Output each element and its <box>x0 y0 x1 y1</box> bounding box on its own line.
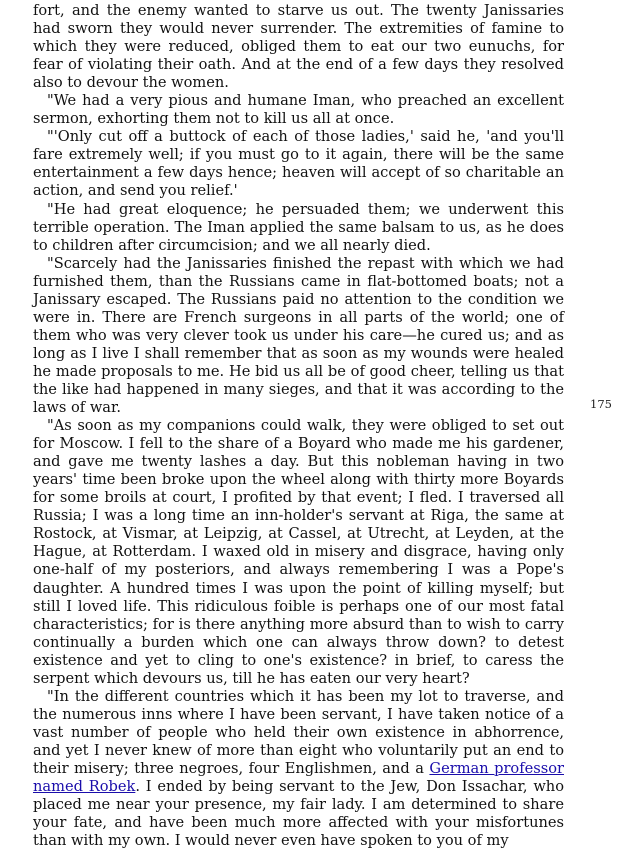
paragraph-6: "As soon as my companions could walk, they were obliged to set out for Moscow. I fell to the share of a Boyard who made me his gardener, and gave me twenty lashes a day. But this nobleman having in two years' time been broke upon the wheel along with thirty more Boyards for some broils at court, I profited by that event; I fled. I traversed all Russia; I was a long time an inn-holder's servant at Riga, the same at Rostock, at Vismar, at Leipzig, at Cassel, at Utrecht, at Leyden, at the Hague, at Rotterdam. I waxed old in misery and disgrace, having only one-half of my posteriors, and always remembering I was a Pope's daughter. A hundred times I was upon the point of killing myself; but still I loved life. This ridiculous foible is perhaps one of our most fatal characteristics; for is there anything more absurd than to wish to carry continually a burden which one can always throw down? to detest existence and yet to cling to one's existence? in brief, to caress the serpent which devours us, till he has eaten our very heart? <box>33 417 564 687</box>
paragraph-4: "He had great eloquence; he persuaded them; we underwent this terrible operation. The Iman applied the same balsam to us, as he does to children after circumcision; and we all nearly died. <box>33 200 564 254</box>
paragraph-5: "Scarcely had the Janissaries finished the repast with which we had furnished them, than the Russians came in flat-bottomed boats; not a Janissary escaped. The Russians paid no attention to the condition we were in. There are French surgeons in all parts of the world; one of them who was very clever took us under his care—he cured us; and as long as I live I shall remember that as soon as my wounds were healed he made proposals to me. He bid us all be of good cheer, telling us that the like had happened in many sieges, and that it was according to the laws of war. <box>33 254 564 417</box>
paragraph-7-text-after: . I ended by being servant to the Jew, Don Issachar, who placed me near your presence, my fair lady. I am determined to share your fate, and have been much more affected with your misfortunes than with my own. I would never even have spoken to you of my <box>33 778 564 850</box>
paragraph-3: "'Only cut off a buttock of each of those ladies,' said he, 'and you'll fare extremely well; if you must go to it again, there will be the same entertainment a few days hence; heaven will accept of so charitable an action, and send you relief.' <box>33 128 564 200</box>
paragraph-2: "We had a very pious and humane Iman, who preached an excellent sermon, exhorting them not to kill us all at once. <box>33 92 564 128</box>
paragraph-1: fort, and the enemy wanted to starve us out. The twenty Janissaries had sworn they would never surrender. The extremities of famine to which they were reduced, obliged them to eat our two eunuchs, for fear of violating their oath. And at the end of a few days they resolved also to devour the women. <box>33 2 564 92</box>
german-professor-robek-link[interactable]: German professor named Robek <box>33 759 564 796</box>
page-number: 175 <box>590 397 612 411</box>
paragraph-7 <box>33 688 564 850</box>
text-column <box>33 2 564 850</box>
paragraph-7-text-before: "In the different countries which it has been my lot to traverse, and the numerous inns where I have been servant, I have taken notice of a vast number of people who held their own existence in abhorrence, and yet I never knew of more than eight who voluntarily put an end to their misery; three negroes, four Englishmen, and a <box>33 687 564 777</box>
